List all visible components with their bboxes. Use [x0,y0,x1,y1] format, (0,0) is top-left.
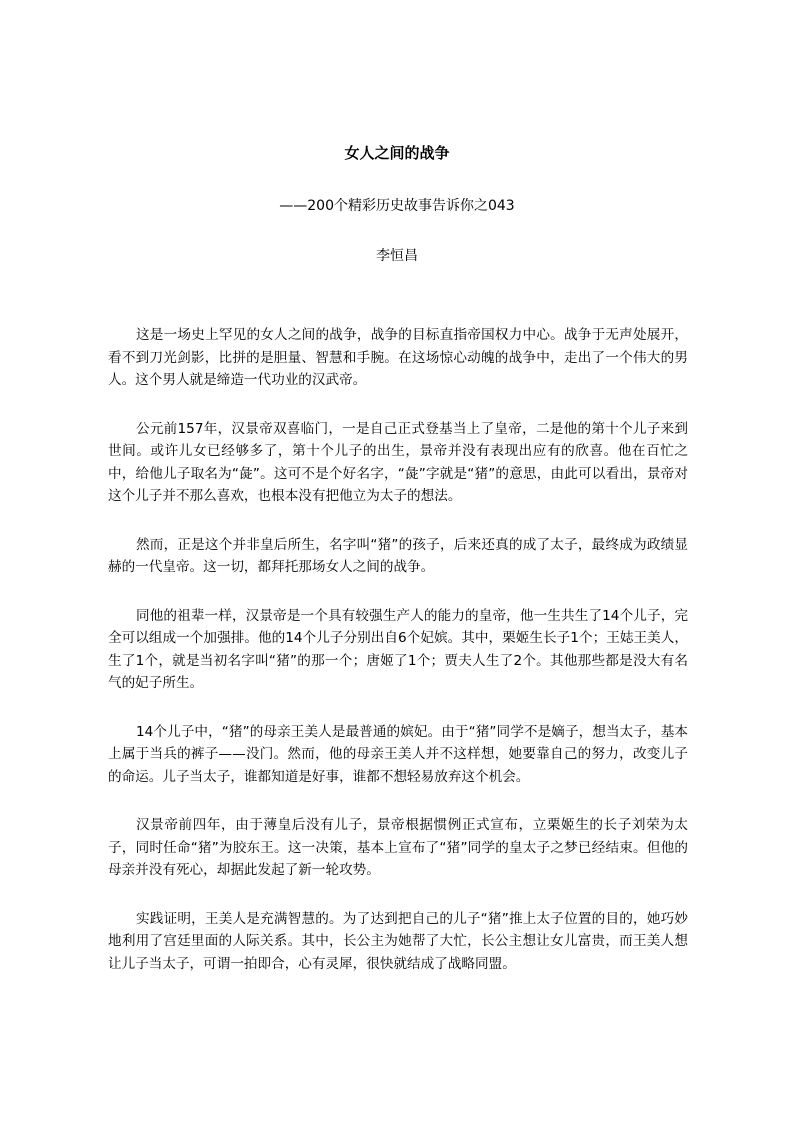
paragraph-4: 同他的祖辈一样，汉景帝是一个具有较强生产人的能力的皇帝，他一生共生了14个儿子，完全可以组成一个加强排。他的14个儿子分别出自6个妃嫔。其中，栗姬生长子1个；王娡王美人，生了1个，就是当初名字叫“猪”的那一个；唐姬了1个；贾夫人生了2个。其他那些都是没大有名气的妃子所生。 [108,607,688,691]
paragraph-2: 公元前157年，汉景帝双喜临门，一是自己正式登基当上了皇帝，二是他的第十个儿子来到世间。或许儿女已经够多了，第十个儿子的出生，景帝并没有表现出应有的欣喜。他在百忙之中，给他儿子取名为“彘”。这可不是个好名字，“彘”字就是“猪”的意思，由此可以看出，景帝对这个儿子并不那么喜欢，也根本没有把他立为太子的想法。 [108,420,688,504]
paragraph-6: 汉景帝前四年，由于薄皇后没有儿子，景帝根据惯例正式宣布，立栗姬生的长子刘荣为太子，同时任命“猪”为胶东王。这一决策，基本上宣布了“猪”同学的皇太子之梦已经结束。但他的母亲并没有死心，却据此发起了新一轮攻势。 [108,817,688,878]
page-subtitle: ——200个精彩历史故事告诉你之043 [279,198,515,214]
article-body [108,324,688,1001]
page-title: 女人之间的战争 [344,144,450,162]
paragraph-7: 实践证明，王美人是充满智慧的。为了达到把自己的儿子“猪”推上太子位置的目的，她巧妙地利用了宫廷里面的人际关系。其中，长公主为她帮了大忙，长公主想让女儿富贵，而王美人想让儿子当太子，可谓一拍即合，心有灵犀，很快就结成了战略同盟。 [108,910,688,972]
author-name: 李恒昌 [376,248,418,264]
paragraph-3: 然而，正是这个并非皇后所生，名字叫“猪”的孩子，后来还真的成了太子，最终成为政绩显赫的一代皇帝。这一切，都拜托那场女人之间的战争。 [108,536,688,575]
paragraph-1: 这是一场史上罕见的女人之间的战争，战争的目标直指帝国权力中心。战争于无声处展开，看不到刀光剑影，比拼的是胆量、智慧和手腕。在这场惊心动魄的战争中，走出了一个伟大的男人。这个男人就是缔造一代功业的汉武帝。 [108,327,688,388]
paragraph-5: 14个儿子中，“猪”的母亲王美人是最普通的嫔妃。由于“猪”同学不是嫡子，想当太子，基本上属于当兵的裤子——没门。然而，他的母亲王美人并不这样想，她要靠自己的努力，改变儿子的命运。儿子当太子，谁都知道是好事，谁都不想轻易放弃这个机会。 [108,723,688,785]
